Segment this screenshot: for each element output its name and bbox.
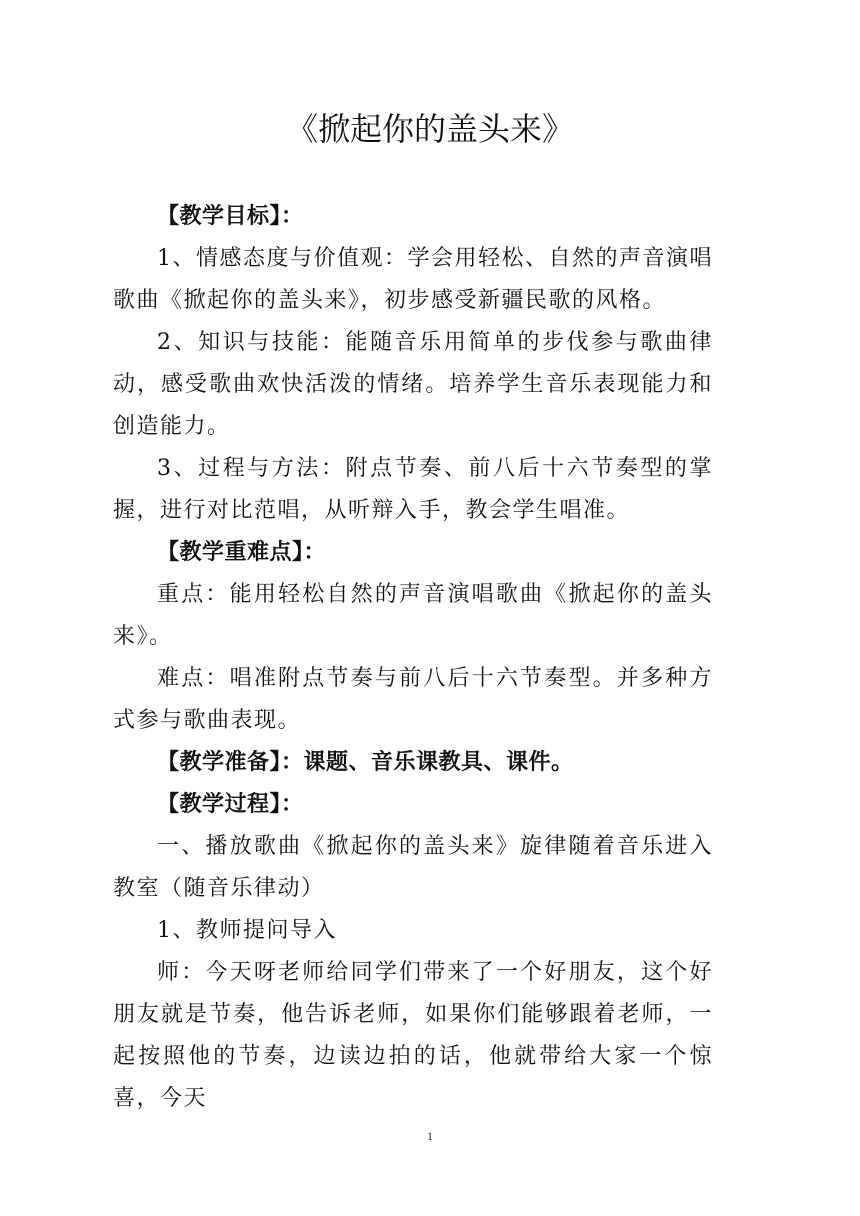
section-heading-preparation: 【教学准备】：课题、音乐课教具、课件。 xyxy=(157,750,574,775)
paragraph-key-point: 重点：能用轻松自然的声音演唱歌曲《掀起你的盖头来》。 xyxy=(113,582,713,649)
section-heading-process: 【教学过程】： xyxy=(157,792,304,817)
document-title: 《掀起你的盖头来》 xyxy=(285,110,574,148)
page-number: 1 xyxy=(427,1129,433,1143)
paragraph-process-1: 一、播放歌曲《掀起你的盖头来》旋律随着音乐进入教室（随音乐律动） xyxy=(113,834,713,901)
section-heading-goals: 【教学目标】： xyxy=(157,204,304,229)
paragraph-process-2: 1、教师提问导入 xyxy=(157,918,337,943)
document-body xyxy=(113,196,713,1120)
paragraph-goal-3: 3、过程与方法：附点节奏、前八后十六节奏型的掌握，进行对比范唱，从听辩入手，教会学生唱准。 xyxy=(113,456,713,523)
paragraph-difficulty: 难点：唱准附点节奏与前八后十六节奏型。并多种方式参与歌曲表现。 xyxy=(113,666,713,733)
section-heading-key-points: 【教学重难点】： xyxy=(157,540,327,565)
paragraph-goal-2: 2、知识与技能：能随音乐用简单的步伐参与歌曲律动，感受歌曲欢快活泼的情绪。培养学生音乐表现能力和创造能力。 xyxy=(113,330,713,439)
paragraph-goal-1: 1、情感态度与价值观：学会用轻松、自然的声音演唱歌曲《掀起你的盖头来》，初步感受新疆民歌的风格。 xyxy=(113,246,713,313)
paragraph-process-3: 师：今天呀老师给同学们带来了一个好朋友，这个好朋友就是节奏，他告诉老师，如果你们能够跟着老师，一起按照他的节奏，边读边拍的话，他就带给大家一个惊喜，今天 xyxy=(113,960,713,1111)
